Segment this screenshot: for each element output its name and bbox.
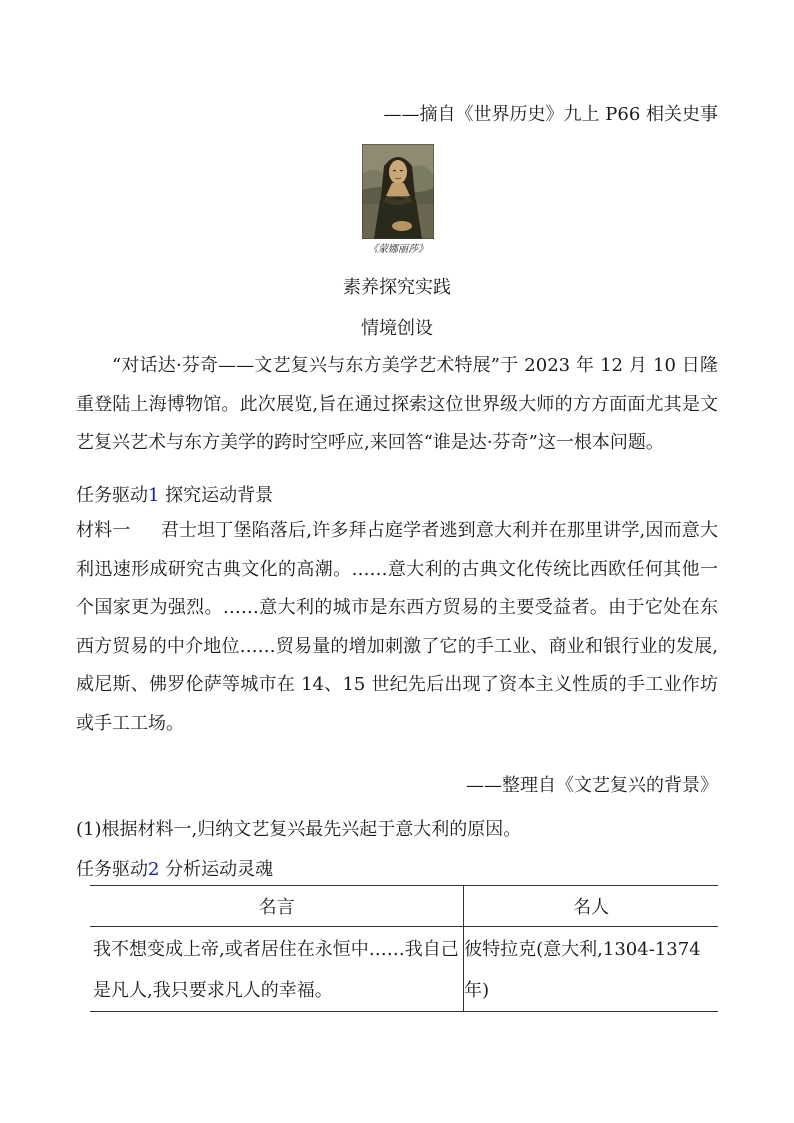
mona-lisa-painting-icon [362,144,434,239]
material-1-label: 材料一 [76,520,131,541]
task-1-title: 探究运动背景 [159,485,274,506]
task-2-number: 2 [148,859,160,880]
task-2-heading [76,855,273,881]
question-1: (1)根据材料一,归纳文艺复兴最先兴起于意大利的原因。 [76,819,522,840]
quotes-table [90,885,718,1012]
task-2-title: 分析运动灵魂 [159,859,274,880]
task-1-prefix: 任务驱动 [76,485,148,506]
top-source-citation: ——摘自《世界历史》九上 P66 相关史事 [383,104,718,125]
intro-paragraph: “对话达·芬奇——文艺复兴与东方美学艺术特展”于 2023 年 12 月 10 日隆重登陆上海博物馆。此次展览,旨在通过探索这位世界级大师的方方面面尤其是文艺复兴艺术与东方美学的跨时空呼应,来回答“谁是达·芬奇”这一根本问题。 [76,355,718,453]
material-1-text: 君士坦丁堡陷落后,许多拜占庭学者逃到意大利并在那里讲学,因而意大利迅速形成研究古典文化的高潮。……意大利的古典文化传统比西欧任何其他一个国家更为强烈。……意大利的城市是东西方贸易的主要受益者。由于它处在东西方贸易的中介地位……贸易量的增加刺激了它的手工业、商业和银行业的发展,威尼斯、佛罗伦萨等城市在 14、15 世纪先后出现了资本主义性质的手工业作坊或手工工场。 [76,520,718,734]
task-2-prefix: 任务驱动 [76,859,148,880]
subsection-title: 情境创设 [361,318,433,339]
header-person: 名人 [464,886,718,927]
figure-caption: 《蒙娜丽莎》 [368,244,428,255]
material-1-paragraph [76,512,718,743]
task-1-number: 1 [148,485,160,506]
quote-cell: 我不想变成上帝,或者居住在永恒中……我自己是凡人,我只要求凡人的幸福。 [90,927,464,1012]
table-header-row [90,886,718,927]
section-title: 素养探究实践 [343,277,451,298]
task-1-heading [76,481,273,507]
table-row [90,927,718,1012]
person-cell: 彼特拉克(意大利,1304-1374年) [464,927,718,1012]
material-1-source: ——整理自《文艺复兴的背景》 [466,775,718,796]
figure-mona-lisa [362,144,434,255]
header-quote: 名言 [90,886,464,927]
